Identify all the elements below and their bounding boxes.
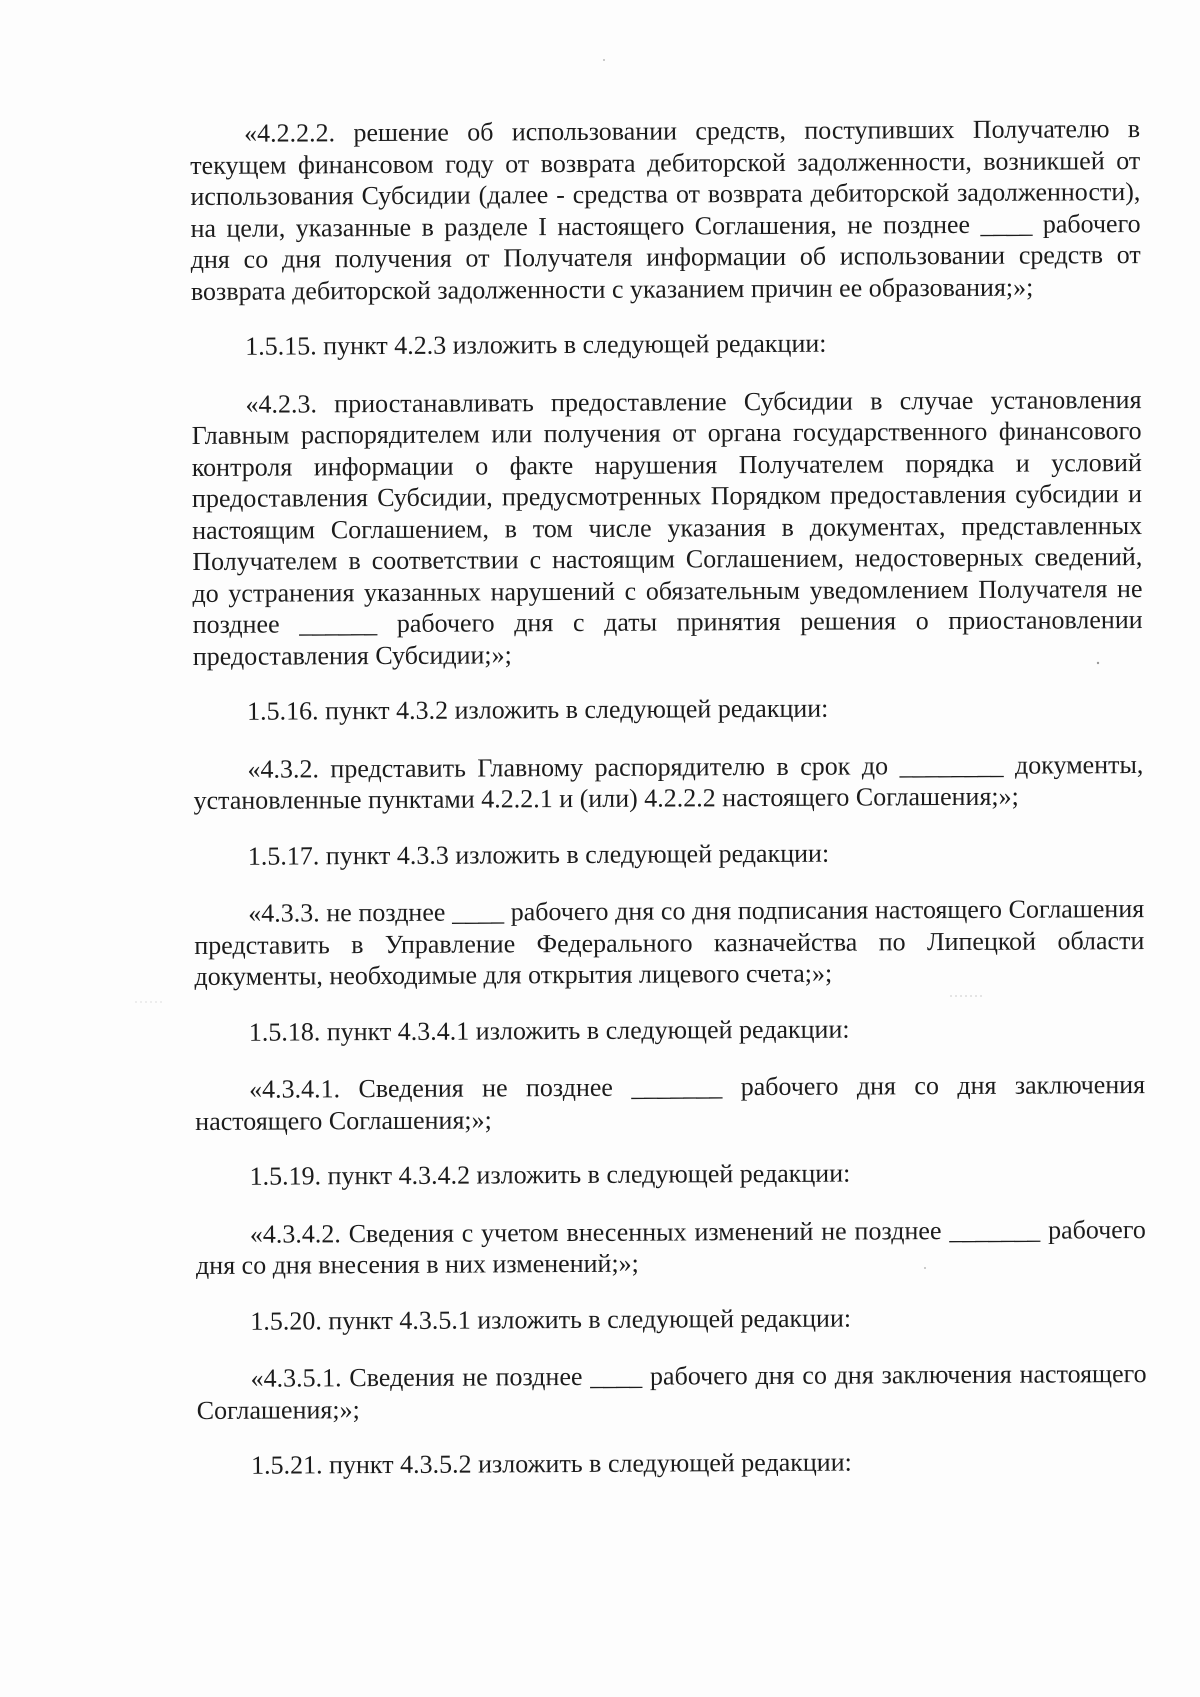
paragraph-1-5-19: 1.5.19. пункт 4.3.4.2 изложить в следующей редакции: bbox=[249, 1158, 851, 1191]
paragraph-1-5-21: 1.5.21. пункт 4.3.5.2 изложить в следующей редакции: bbox=[250, 1447, 852, 1480]
paragraph-4-3-2: «4.3.2. представить Главному распорядителю в срок до ________ документы, установленные пунктами 4.2.2.1 и (или) 4.2.2.2 настоящего Соглашения;»; bbox=[193, 749, 1144, 815]
paragraph-1-5-20: 1.5.20. пункт 4.3.5.1 изложить в следующей редакции: bbox=[250, 1303, 852, 1336]
paragraph-4-3-4-1: «4.3.4.1. Сведения не позднее _______ рабочего дня со дня заключения настоящего Соглашения;»; bbox=[195, 1070, 1146, 1136]
paragraph-1-5-16: 1.5.16. пункт 4.3.2 изложить в следующей редакции: bbox=[247, 693, 829, 726]
paragraph-4-3-3: «4.3.3. не позднее ____ рабочего дня со дня подписания настоящего Соглашения представить в Управление Федерального казначейства по Липецкой области документы, необходимые для открытия лицевого счета;»; bbox=[194, 894, 1145, 991]
paragraph-4-2-2-2: «4.2.2.2. решение об использовании средств, поступивших Получателю в текущем финансовом году от возврата дебиторской задолженности, возникшей от использования Субсидии (далее - средства от возврата дебиторской задолженности), на цели, указанные в разделе I настоящего Соглашения, не позднее ____ рабочего дня со дня получения от Получателя информации об использовании средств от возврата дебиторской задолженности с указанием причин ее образования;»; bbox=[190, 114, 1141, 306]
paragraph-1-5-17: 1.5.17. пункт 4.3.3 изложить в следующей редакции: bbox=[247, 838, 830, 871]
paragraph-4-3-4-2: «4.3.4.2. Сведения с учетом внесенных изменений не позднее _______ рабочего дня со дня внесения в них изменений;»; bbox=[195, 1214, 1146, 1280]
paragraph-1-5-15: 1.5.15. пункт 4.2.3 изложить в следующей редакции: bbox=[245, 328, 827, 361]
paragraph-4-3-5-1: «4.3.5.1. Сведения не позднее ____ рабочего дня со дня заключения настоящего Соглашения;»; bbox=[196, 1359, 1147, 1425]
document-body bbox=[190, 113, 1147, 1507]
paragraph-1-5-18: 1.5.18. пункт 4.3.4.1 изложить в следующей редакции: bbox=[248, 1014, 850, 1047]
paragraph-4-2-3: «4.2.3. приостанавливать предоставление Субсидии в случае установления Главным распорядителем или получения от органа государственного финансового контроля информации о факте нарушения Получателем порядка и условий предоставления Субсидии, предусмотренных Порядком предоставления субсидии и настоящим Соглашением, в том числе указания в документах, представленных Получателем в соответствии с настоящим Соглашением, недостоверных сведений, до устранения указанных нарушений с обязательным уведомлением Получателя не позднее ______ рабочего дня с даты принятия решения о приостановлении предоставления Субсидии;»; bbox=[191, 384, 1143, 671]
